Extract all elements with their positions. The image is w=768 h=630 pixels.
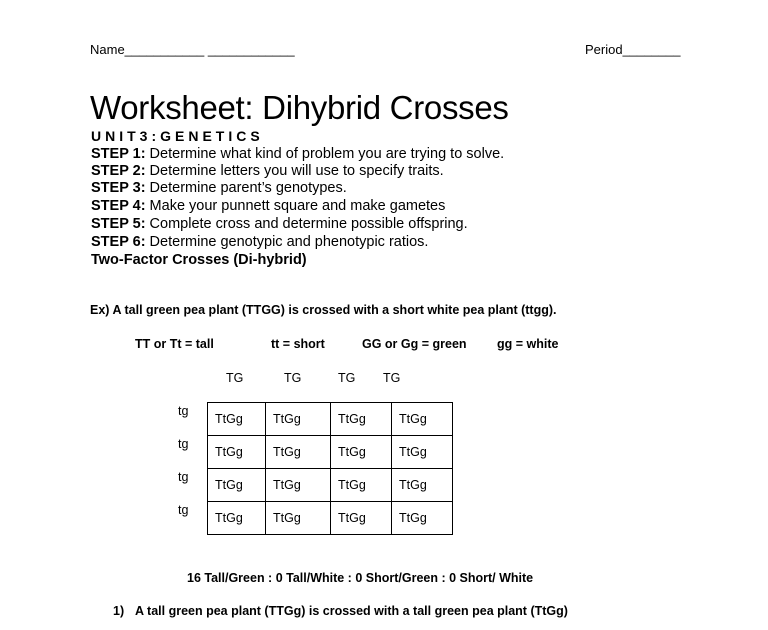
punnett-cell: TtGg bbox=[331, 403, 392, 436]
punnett-cell: TtGg bbox=[331, 469, 392, 502]
punnett-cell: TtGg bbox=[266, 436, 331, 469]
step-text: Determine parent’s genotypes. bbox=[145, 180, 347, 196]
punnett-cell: TtGg bbox=[266, 469, 331, 502]
worksheet-title: Worksheet: Dihybrid Crosses bbox=[90, 89, 509, 126]
problem-text: A tall green pea plant (TTGg) is crossed with a tall green pea plant (TtGg) bbox=[135, 604, 568, 618]
punnett-cell: TtGg bbox=[208, 469, 266, 502]
period-field-label: Period________ bbox=[585, 42, 681, 57]
step-1 bbox=[91, 146, 504, 162]
step-label: STEP 2: bbox=[91, 163, 146, 179]
punnett-cell: TtGg bbox=[392, 502, 453, 535]
punnett-row bbox=[208, 502, 453, 535]
row-gamete: tg bbox=[178, 503, 189, 517]
column-gamete: TG bbox=[284, 371, 302, 385]
step-label: STEP 4: bbox=[91, 198, 146, 214]
punnett-square bbox=[207, 402, 453, 535]
phenotype-ratio: 16 Tall/Green : 0 Tall/White : 0 Short/Green : 0 Short/ White bbox=[187, 571, 534, 585]
step-5 bbox=[91, 216, 468, 232]
unit-heading: UNIT3:GENETICS bbox=[91, 128, 264, 144]
column-gamete: TG bbox=[338, 371, 356, 385]
name-field-label: Name___________ ____________ bbox=[90, 42, 295, 57]
punnett-cell: TtGg bbox=[208, 403, 266, 436]
step-text: Determine genotypic and phenotypic ratios. bbox=[145, 234, 429, 250]
step-2 bbox=[91, 163, 444, 179]
row-gamete: tg bbox=[178, 470, 189, 484]
punnett-cell: TtGg bbox=[208, 436, 266, 469]
section-heading: Two-Factor Crosses (Di-hybrid) bbox=[91, 252, 307, 268]
punnett-cell: TtGg bbox=[331, 502, 392, 535]
step-6 bbox=[91, 234, 428, 250]
punnett-cell: TtGg bbox=[392, 403, 453, 436]
step-text: Determine what kind of problem you are trying to solve. bbox=[145, 146, 505, 162]
punnett-cell: TtGg bbox=[208, 502, 266, 535]
punnett-cell: TtGg bbox=[392, 469, 453, 502]
problem-1 bbox=[113, 604, 568, 618]
step-label: STEP 6: bbox=[91, 234, 146, 250]
row-gamete: tg bbox=[178, 437, 189, 451]
punnett-cell: TtGg bbox=[331, 436, 392, 469]
step-label: STEP 3: bbox=[91, 180, 146, 196]
step-text: Determine letters you will use to specify traits. bbox=[145, 163, 444, 179]
step-label: STEP 5: bbox=[91, 216, 146, 232]
punnett-cell: TtGg bbox=[266, 403, 331, 436]
step-text: Complete cross and determine possible offspring. bbox=[145, 216, 468, 232]
key-short: tt = short bbox=[271, 337, 325, 351]
step-text: Make your punnett square and make gametes bbox=[145, 198, 446, 214]
example-problem: Ex) A tall green pea plant (TTGG) is crossed with a short white pea plant (ttgg). bbox=[90, 303, 557, 317]
problem-number: 1) bbox=[113, 604, 125, 618]
step-3 bbox=[91, 180, 347, 196]
column-gamete: TG bbox=[226, 371, 244, 385]
key-tall: TT or Tt = tall bbox=[135, 337, 214, 351]
punnett-row bbox=[208, 403, 453, 436]
punnett-cell: TtGg bbox=[266, 502, 331, 535]
key-white: gg = white bbox=[497, 337, 559, 351]
punnett-cell: TtGg bbox=[392, 436, 453, 469]
key-green: GG or Gg = green bbox=[362, 337, 467, 351]
step-4 bbox=[91, 198, 445, 214]
column-gamete: TG bbox=[383, 371, 401, 385]
punnett-row bbox=[208, 436, 453, 469]
row-gamete: tg bbox=[178, 404, 189, 418]
step-label: STEP 1: bbox=[91, 146, 146, 162]
punnett-row bbox=[208, 469, 453, 502]
